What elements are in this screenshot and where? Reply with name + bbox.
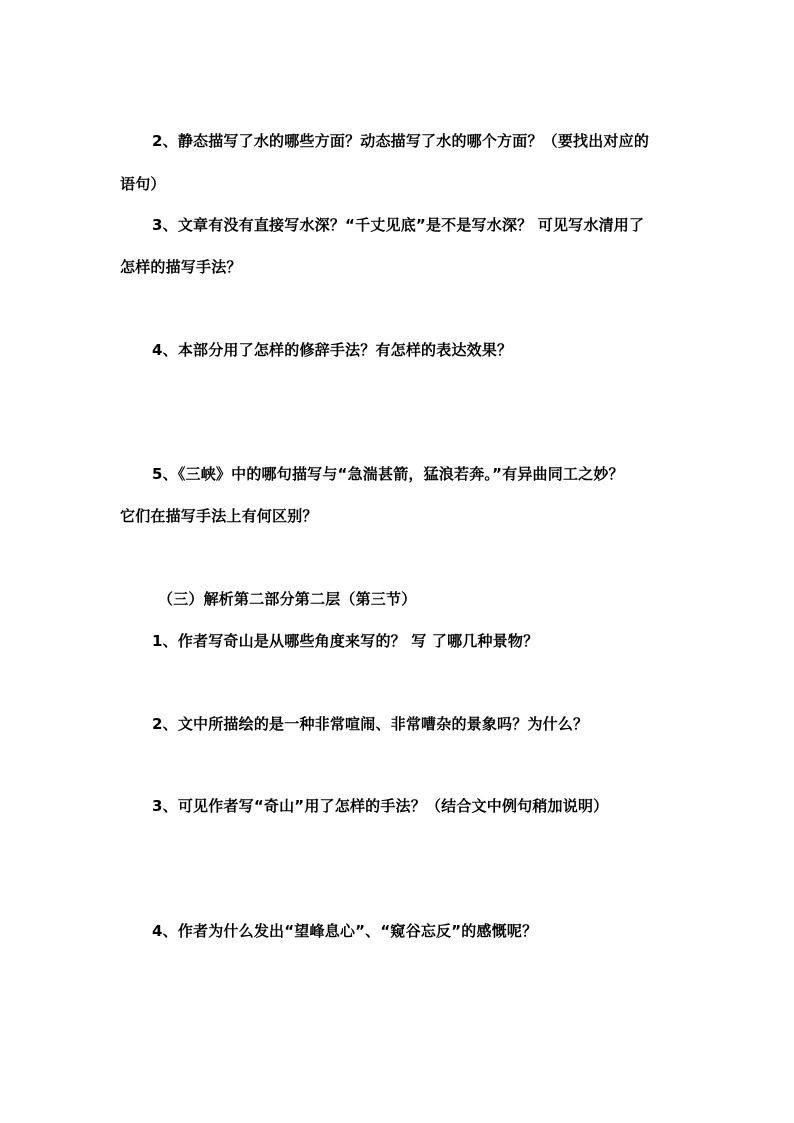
section-3-question-3: 3、可见作者写“奇山”用了怎样的手法？（结合文中例句稍加说明） [152,797,609,815]
section-3-question-4: 4、作者为什么发出“望峰息心”、“窥谷忘反”的感慨呢？ [152,922,538,940]
question-4: 4、本部分用了怎样的修辞手法？有怎样的表达效果？ [152,341,513,359]
question-3-line-1: 3、文章有没有直接写水深？“千丈见底”是不是写水深？ 可见写水清用了 [152,216,645,234]
question-2-line-2: 语句） [120,175,166,193]
section-3-question-2: 2、文中所描绘的是一种非常喧闹、非常嘈杂的景象吗？为什么？ [152,715,589,733]
question-5-line-1: 5、《三峡》中的哪句描写与“急湍甚箭，猛浪若奔。”有异曲同工之妙？ [152,465,624,483]
question-5-line-2: 它们在描写手法上有何区别？ [120,507,318,525]
question-3-line-2: 怎样的描写手法？ [120,258,242,276]
section-3-question-1: 1、作者写奇山是从哪些角度来写的？ 写 了哪几种景物？ [152,632,539,650]
section-3-heading: （三）解析第二部分第二层（第三节） [158,590,417,608]
question-2-line-1: 2、静态描写了水的哪些方面？动态描写了水的哪个方面？（要找出对应的 [152,132,650,150]
